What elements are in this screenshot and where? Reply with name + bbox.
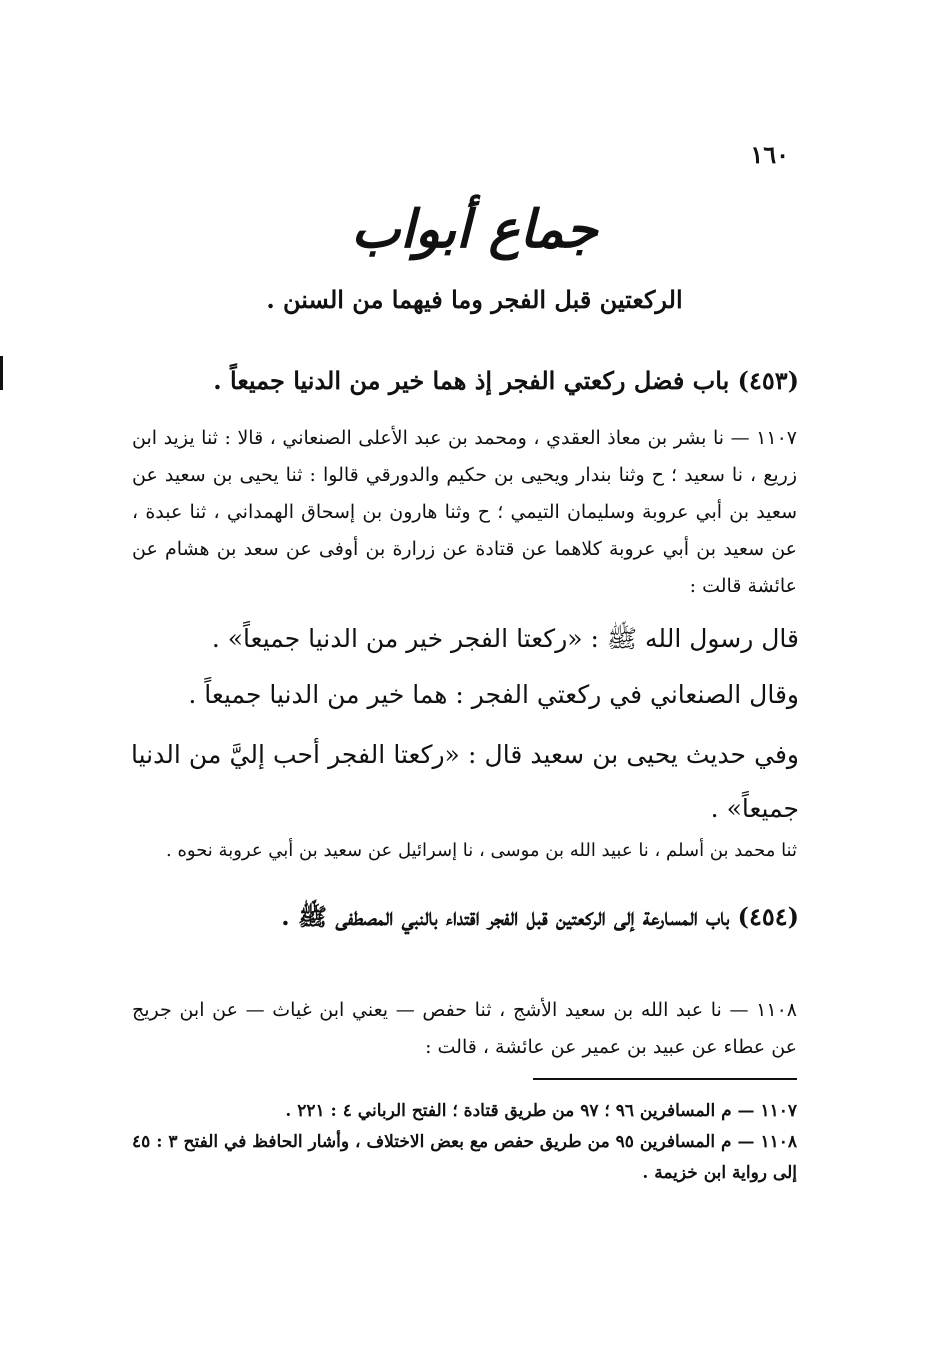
hadith-1107-matn-1: قال رسول الله ﷺ : «ركعتا الفجر خير من الدنيا جميعاً» . (211, 624, 799, 653)
hadith-1107-matn-3: وفي حديث يحيى بن سعيد قال : «ركعتا الفجر أحب إليَّ من الدنيا جميعاً» . (131, 740, 799, 823)
hadith-1107-additional-isnad: ثنا محمد بن أسلم ، نا عبيد الله بن موسى ، نا إسرائيل عن سعيد بن أبي عروبة نحوه . (166, 840, 797, 861)
footnotes (132, 1096, 797, 1189)
hadith-1107-isnad: ١١٠٧ — نا بشر بن معاذ العقدي ، ومحمد بن عبد الأعلى الصنعاني ، قالا : ثنا يزيد ابن زريع ، نا سعيد ؛ ح وثنا بندار ويحيى بن حكيم والدورقي قالوا : ثنا يحيى بن سعيد عن سعيد بن أبي عروبة وسليمان التيمي ؛ ح وثنا هارون بن إسحاق الهمداني ، ثنا عبدة ، عن سعيد بن أبي عروبة كلاهما عن قتادة عن زرارة بن أوفى عن سعد بن هشام عن عائشة قالت : (132, 427, 797, 597)
chapter-453-title: (٤٥٣) باب فضل ركعتي الفجر إذ هما خير من الدنيا جميعاً . (213, 366, 799, 395)
hadith-1108-isnad: ١١٠٨ — نا عبد الله بن سعيد الأشج ، ثنا حفص — يعني ابن غياث — عن ابن جريج عن عطاء عن عبيد بن عمير عن عائشة ، قالت : (132, 999, 797, 1058)
margin-mark (0, 356, 3, 390)
section-title: جماع أبواب (351, 199, 598, 260)
page-number: ١٦٠ (750, 140, 789, 169)
section-subtitle: الركعتين قبل الفجر وما فيهما من السنن . (266, 285, 683, 314)
footnote-1108: ١١٠٨ — م المسافرين ٩٥ من طريق حفص مع بعض الاختلاف ، وأشار الحافظ في الفتح ٣ : ٤٥ إلى رواية ابن خزيمة . (132, 1132, 797, 1183)
hadith-1107-matn-2: وقال الصنعاني في ركعتي الفجر : هما خير من الدنيا جميعاً . (188, 680, 799, 709)
chapter-454-title: (٤٥٤) باب المسارعة إلى الركعتين قبل الفجر اقتداء بالنبي المصطفى ﷺ . (281, 902, 799, 931)
footnote-1107: ١١٠٧ — م المسافرين ٩٦ ؛ ٩٧ من طريق قتادة ؛ الفتح الرباني ٤ : ٢٢١ . (285, 1101, 797, 1121)
footnote-separator (533, 1078, 797, 1080)
